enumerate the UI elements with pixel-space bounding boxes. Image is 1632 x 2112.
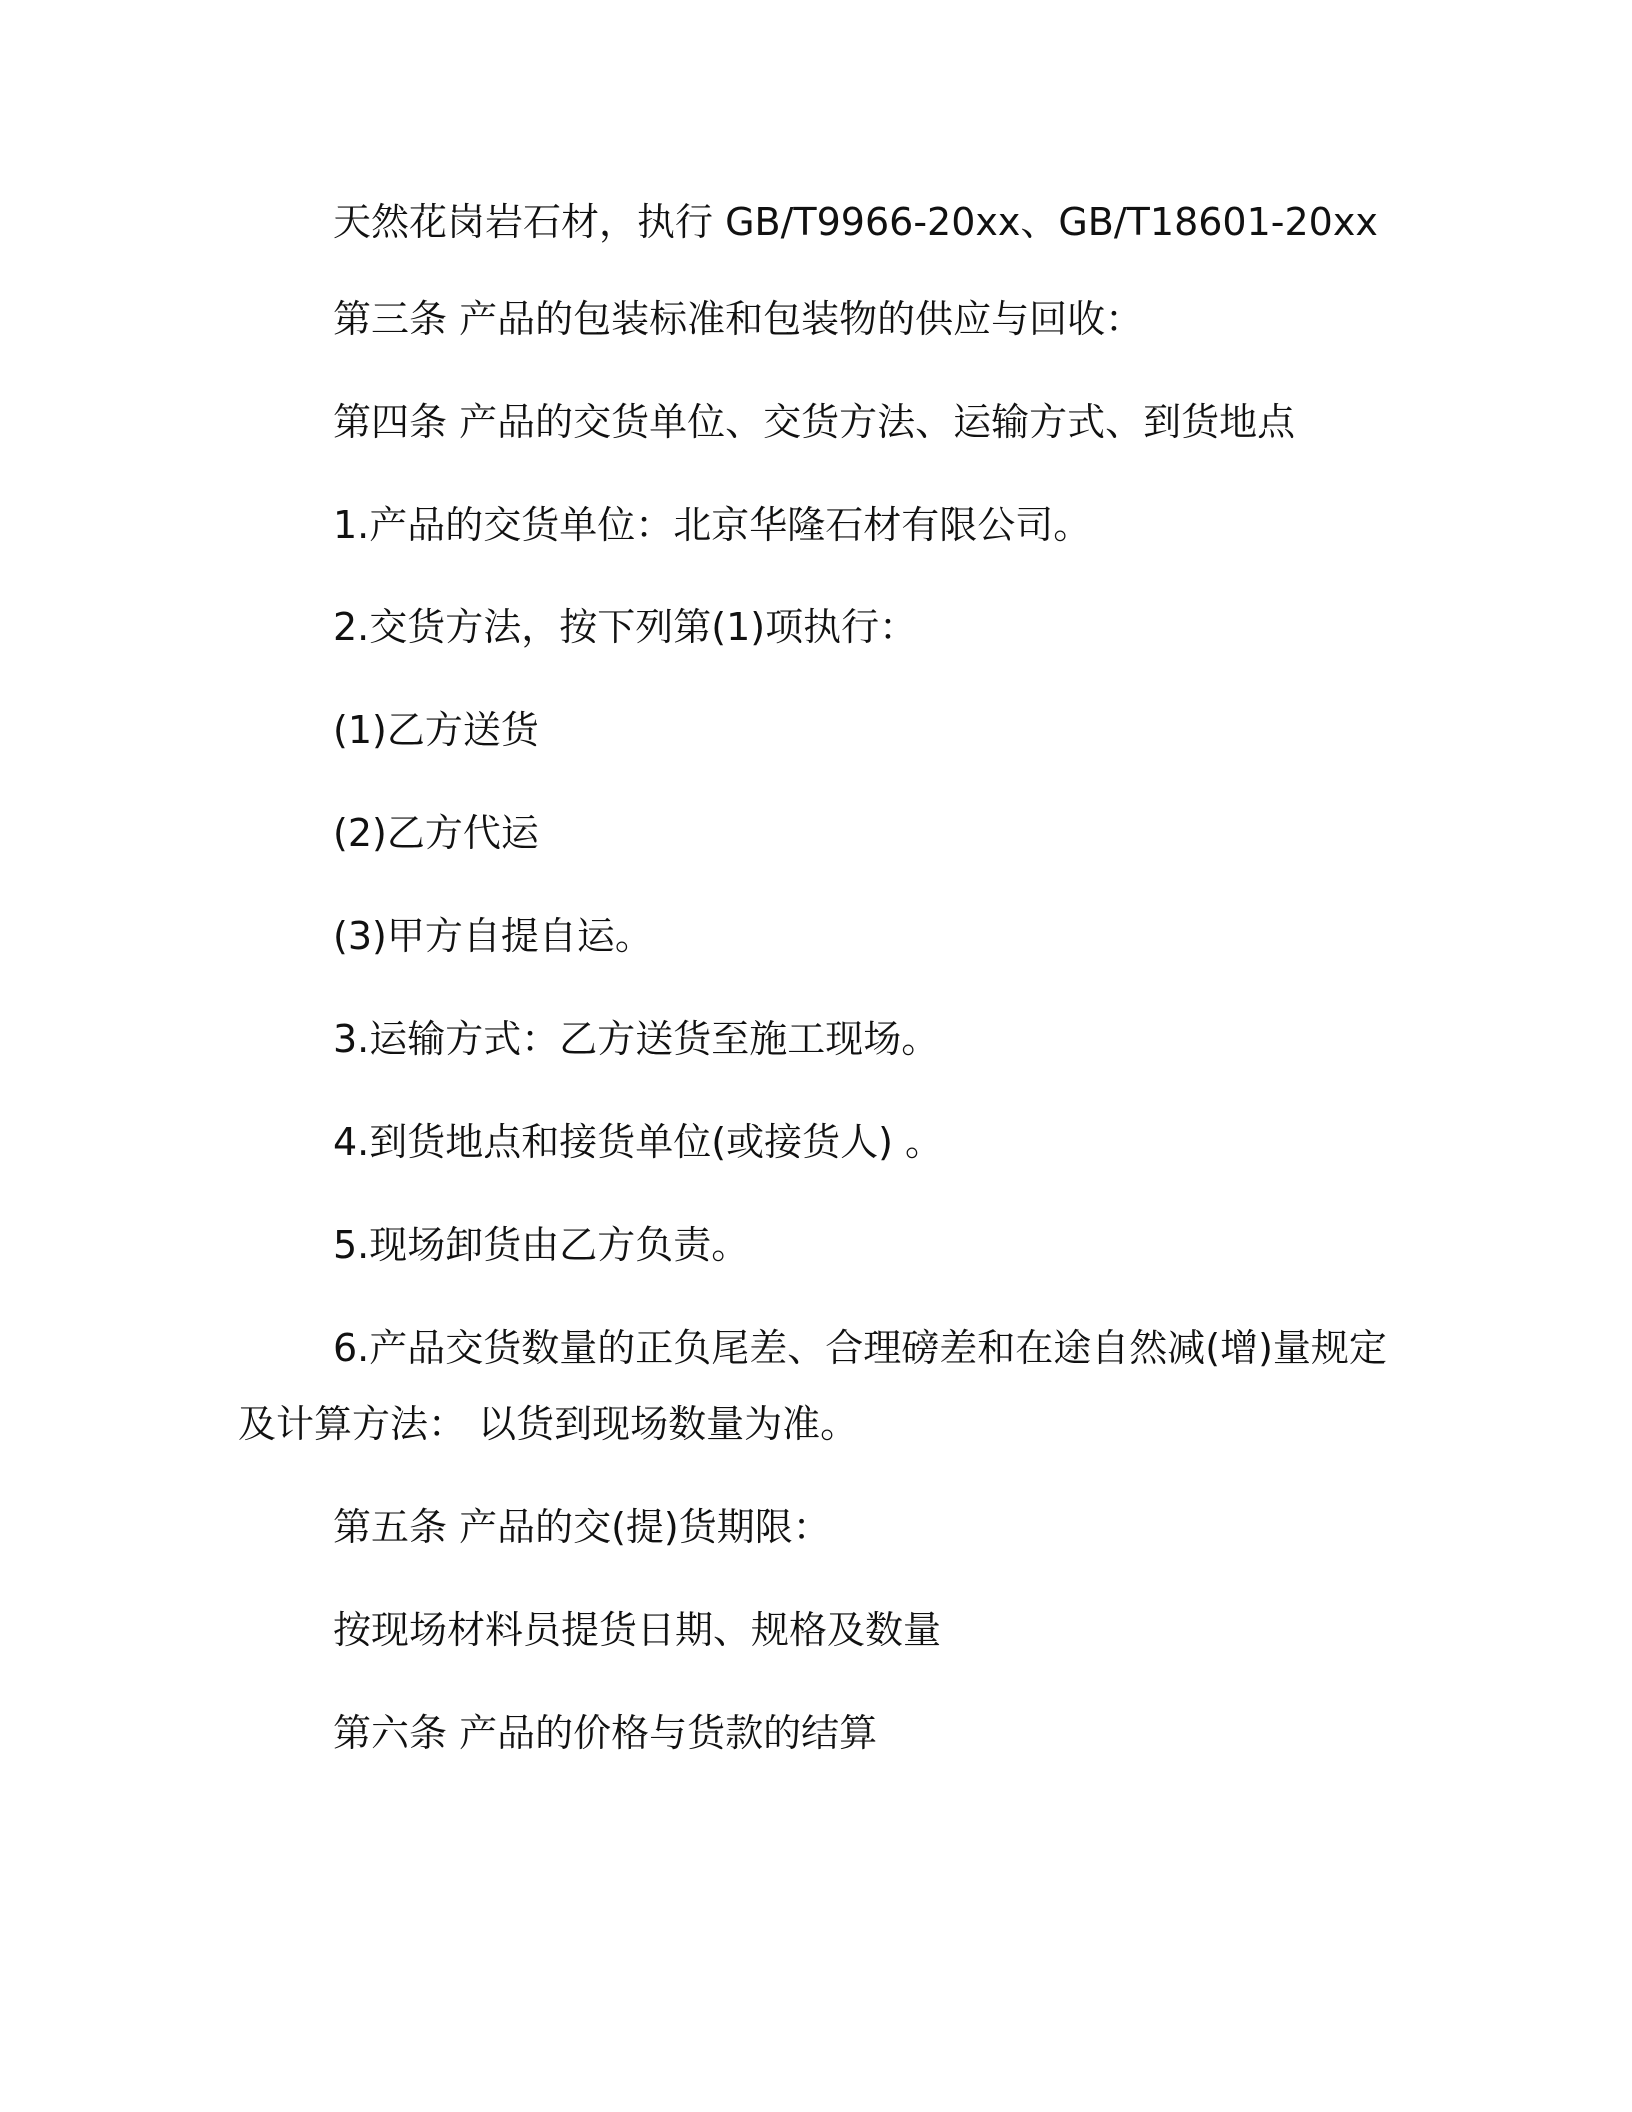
paragraph-article-four: 第四条 产品的交货单位、交货方法、运输方式、到货地点 xyxy=(333,400,1296,444)
paragraph-option-1: (1)乙方送货 xyxy=(333,708,539,752)
paragraph-transport-method: 3.运输方式：乙方送货至施工现场。 xyxy=(333,1017,940,1061)
paragraph-arrival-location: 4.到货地点和接货单位(或接货人) 。 xyxy=(333,1120,943,1164)
paragraph-option-2: (2)乙方代运 xyxy=(333,811,539,855)
paragraph-option-3: (3)甲方自提自运。 xyxy=(333,914,653,958)
paragraph-article-five: 第五条 产品的交(提)货期限： xyxy=(333,1505,831,1549)
paragraph-quantity-tolerance: 6.产品交货数量的正负尾差、合理磅差和在途自然减(增)量规定 xyxy=(333,1326,1387,1370)
paragraph-unloading: 5.现场卸货由乙方负责。 xyxy=(333,1223,750,1267)
paragraph-delivery-unit: 1.产品的交货单位：北京华隆石材有限公司。 xyxy=(333,503,1092,547)
paragraph-material-standard: 天然花岗岩石材，执行 GB/T9966-20xx、GB/T18601-20xx xyxy=(333,200,1378,244)
paragraph-article-six: 第六条 产品的价格与货款的结算 xyxy=(333,1711,878,1755)
paragraph-delivery-method: 2.交货方法，按下列第(1)项执行： xyxy=(333,605,918,649)
paragraph-pickup-terms: 按现场材料员提货日期、规格及数量 xyxy=(333,1608,942,1652)
paragraph-quantity-calculation: 及计算方法： 以货到现场数量为准。 xyxy=(238,1402,859,1446)
paragraph-article-three: 第三条 产品的包装标准和包装物的供应与回收： xyxy=(333,297,1144,341)
